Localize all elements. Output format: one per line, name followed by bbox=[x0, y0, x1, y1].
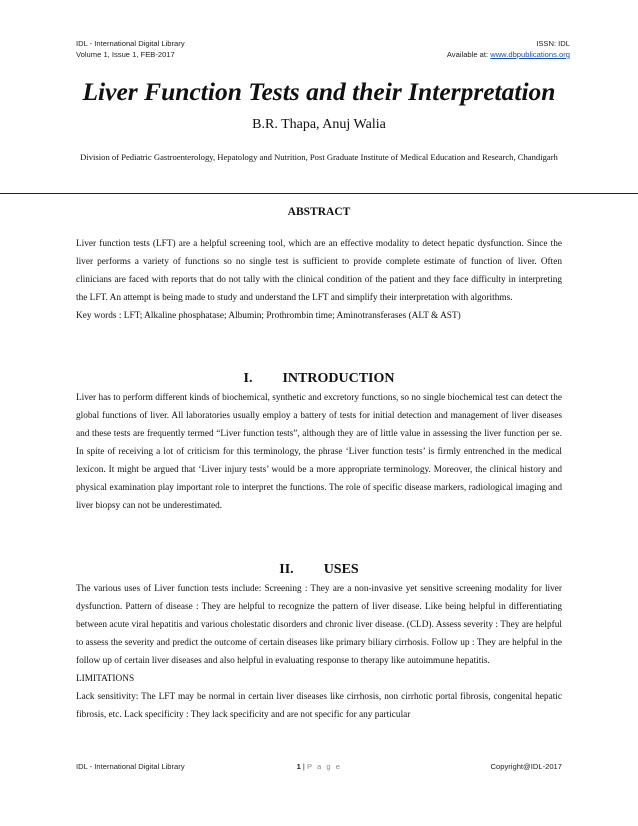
footer-journal: IDL - International Digital Library bbox=[76, 762, 185, 771]
author-affiliation: Division of Pediatric Gastroenterology, Hepatology and Nutrition, Post Graduate Institute of Medical Education and Research, Chandigarh bbox=[80, 152, 558, 162]
issn: ISSN: IDL bbox=[536, 39, 570, 48]
paper-title: Liver Function Tests and their Interpretation bbox=[82, 77, 556, 106]
volume-issue: Volume 1, Issue 1, FEB-2017 bbox=[76, 50, 175, 59]
introduction-body: Liver has to perform different kinds of biochemical, synthetic and excretory functions, so no single biochemical test can detect the global functions of liver. All laboratories usually employ a battery of tests for initial detection and management of liver diseases and these tests are frequently termed “Liver function tests”, although they are of little value in assessing the liver function per se. In spite of receiving a lot of criticism for this terminology, the phrase ‘Liver function tests’ is firmly entrenched in the medical lexicon. It might be argued that ‘Liver injury tests’ would be a more appropriate terminology. Moreover, the clinical history and physical examination play important role to interpret the functions. The role of specific disease markers, radiological imaging and liver biopsy can not be underestimated. bbox=[76, 393, 562, 511]
keywords: Key words : LFT; Alkaline phosphatase; Albumin; Prothrombin time; Aminotransferases (ALT & AST) bbox=[76, 311, 461, 321]
limitations-body: Lack sensitivity: The LFT may be normal in certain liver diseases like cirrhosis, non cirrhotic portal fibrosis, congenital hepatic fibrosis, etc. Lack specificity : They lack specificity and are not specific for any particular bbox=[76, 692, 562, 720]
journal-name: IDL - International Digital Library bbox=[76, 39, 185, 48]
limitations-heading: LIMITATIONS bbox=[76, 674, 135, 684]
abstract-body: Liver function tests (LFT) are a helpful screening tool, which are an effective modality to detect hepatic dysfunction. Since the liver performs a variety of functions so no single test is sufficient to provide complete estimate of function of liver. Often clinicians are faced with reports that do not tally with the clinical condition of the patient and they face difficulty in interpreting the LFT. An attempt is being made to study and understand the LFT and simplify their interpretation with algorithms. bbox=[76, 239, 562, 303]
publisher-link[interactable]: www.dbpublications.org bbox=[490, 50, 570, 59]
section-heading-introduction bbox=[0, 371, 638, 387]
section-number: II. bbox=[279, 562, 294, 577]
section-number: I. bbox=[243, 371, 253, 386]
availability-label: Available at: bbox=[446, 50, 491, 59]
page-label: P a g e bbox=[307, 762, 342, 771]
section-heading-uses bbox=[0, 562, 638, 578]
abstract-heading: ABSTRACT bbox=[287, 206, 351, 218]
abstract-section bbox=[76, 235, 562, 325]
running-header-right bbox=[447, 38, 570, 60]
page-footer bbox=[76, 762, 562, 771]
author-list: B.R. Thapa, Anuj Walia bbox=[252, 117, 386, 132]
introduction-section bbox=[76, 389, 562, 515]
page-number: 1 bbox=[296, 762, 301, 771]
section-title: USES bbox=[323, 562, 359, 577]
section-title: INTRODUCTION bbox=[282, 371, 395, 386]
uses-section bbox=[76, 580, 562, 724]
footer-copyright: Copyright@IDL-2017 bbox=[490, 762, 562, 771]
availability bbox=[447, 49, 570, 60]
page-indicator bbox=[76, 762, 562, 771]
running-header-left bbox=[76, 38, 185, 60]
header-divider bbox=[0, 193, 638, 194]
uses-body: The various uses of Liver function tests include: Screening : They are a non-invasive yet sensitive screening modality for liver dysfunction. Pattern of disease : They are helpful to recognize the pattern of liver disease. Like being helpful in differentiating between acute viral hepatitis and various cholestatic disorders and chronic liver disease. (CLD). Assess severity : They are helpful to assess the severity and predict the outcome of certain diseases like primary biliary cirrhosis. Follow up : They are helpful in the follow up of certain liver diseases and also helpful in evaluating response to therapy like autoimmune hepatitis. bbox=[76, 584, 562, 666]
page-separator: | bbox=[300, 762, 307, 771]
